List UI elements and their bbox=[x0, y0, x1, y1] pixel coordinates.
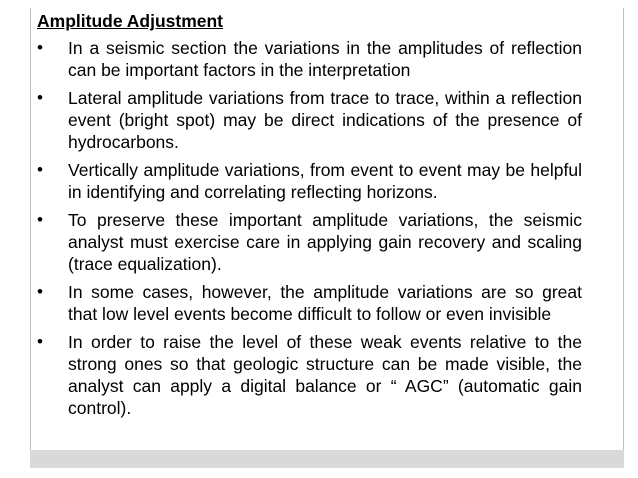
bullet-list bbox=[37, 37, 582, 425]
bullet-icon: • bbox=[37, 210, 43, 229]
bullet-text: In some cases, however, the amplitude variations are so great that low level events become difficult to follow or even invisible bbox=[68, 282, 582, 324]
bullet-text: In a seismic section the variations in the amplitudes of reflection can be important factors in the interpretation bbox=[68, 38, 582, 80]
footer-strip bbox=[30, 450, 624, 468]
bullet-icon: • bbox=[37, 282, 43, 301]
bullet-item bbox=[37, 87, 582, 153]
bullet-item bbox=[37, 159, 582, 203]
bullet-item bbox=[37, 209, 582, 275]
bullet-icon: • bbox=[37, 38, 43, 57]
bullet-text: Lateral amplitude variations from trace to trace, within a reflection event (bright spot) may be direct indications of the presence of hydrocarbons. bbox=[68, 88, 582, 152]
bullet-text: Vertically amplitude variations, from event to event may be helpful in identifying and correlating reflecting horizons. bbox=[68, 160, 582, 202]
bullet-item bbox=[37, 37, 582, 81]
bullet-icon: • bbox=[37, 88, 43, 107]
bullet-icon: • bbox=[37, 160, 43, 179]
bullet-text: In order to raise the level of these weak events relative to the strong ones so that geologic structure can be made visible, the analyst can apply a digital balance or “ AGC” (automatic gain control). bbox=[68, 332, 582, 418]
bullet-icon: • bbox=[37, 332, 43, 351]
slide-heading: Amplitude Adjustment bbox=[37, 11, 224, 31]
bullet-item bbox=[37, 281, 582, 325]
bullet-item bbox=[37, 331, 582, 419]
bullet-text: To preserve these important amplitude variations, the seismic analyst must exercise care in applying gain recovery and scaling (trace equalization). bbox=[68, 210, 582, 274]
